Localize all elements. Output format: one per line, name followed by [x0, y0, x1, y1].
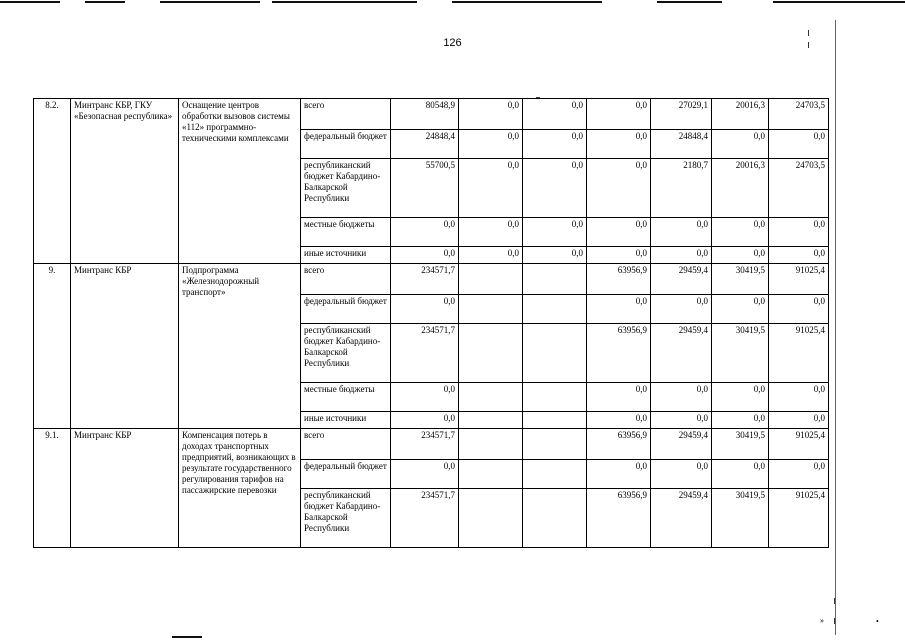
- value-cell: 0,0: [523, 247, 587, 264]
- value-cell: 30419,5: [712, 324, 769, 383]
- page-number: 126: [443, 37, 462, 49]
- value-cell: [459, 264, 523, 295]
- value-cell: 0,0: [712, 295, 769, 324]
- value-cell: 234571,7: [391, 324, 459, 383]
- value-cell: 24848,4: [391, 130, 459, 159]
- executor-cell: Минтранс КБР, ГКУ «Безопасная республика»: [71, 99, 179, 264]
- value-cell: 0,0: [587, 412, 651, 429]
- value-cell: 0,0: [459, 218, 523, 247]
- value-cell: [523, 295, 587, 324]
- value-cell: 0,0: [769, 383, 829, 412]
- value-cell: 0,0: [712, 383, 769, 412]
- value-cell: 91025,4: [769, 324, 829, 383]
- row-number-cell: 8.2.: [34, 99, 71, 264]
- value-cell: 91025,4: [769, 429, 829, 460]
- value-cell: [459, 429, 523, 460]
- scan-artifact-tick: [834, 598, 835, 604]
- budget-table: [33, 98, 829, 548]
- value-cell: [459, 324, 523, 383]
- value-cell: 0,0: [769, 218, 829, 247]
- scan-artifact-tick: [834, 618, 835, 624]
- value-cell: [459, 460, 523, 489]
- value-cell: 0,0: [587, 159, 651, 218]
- funding-source-cell: всего: [301, 429, 391, 460]
- value-cell: 0,0: [523, 130, 587, 159]
- value-cell: 30419,5: [712, 264, 769, 295]
- value-cell: 0,0: [712, 460, 769, 489]
- value-cell: 0,0: [651, 460, 712, 489]
- table-row: [34, 429, 829, 460]
- scan-edge-line: [160, 1, 260, 3]
- value-cell: [523, 412, 587, 429]
- value-cell: 0,0: [459, 99, 523, 130]
- value-cell: 0,0: [651, 247, 712, 264]
- scan-mark: •: [876, 617, 879, 626]
- table-row: [34, 264, 829, 295]
- value-cell: 30419,5: [712, 489, 769, 548]
- value-cell: 80548,9: [391, 99, 459, 130]
- value-cell: 29459,4: [651, 264, 712, 295]
- value-cell: [523, 383, 587, 412]
- activity-cell: Подпрограмма «Железнодорожный транспорт»: [179, 264, 301, 429]
- value-cell: 0,0: [712, 130, 769, 159]
- value-cell: 0,0: [587, 295, 651, 324]
- funding-source-cell: всего: [301, 264, 391, 295]
- value-cell: 63956,9: [587, 429, 651, 460]
- scan-edge-line: [773, 1, 905, 3]
- value-cell: 234571,7: [391, 264, 459, 295]
- value-cell: 0,0: [523, 159, 587, 218]
- value-cell: 0,0: [769, 247, 829, 264]
- value-cell: [459, 412, 523, 429]
- scan-artifact-tick: [808, 30, 809, 36]
- value-cell: 0,0: [523, 218, 587, 247]
- value-cell: 63956,9: [587, 324, 651, 383]
- funding-source-cell: федеральный бюджет: [301, 460, 391, 489]
- value-cell: 0,0: [651, 295, 712, 324]
- value-cell: 0,0: [587, 218, 651, 247]
- value-cell: 63956,9: [587, 264, 651, 295]
- scan-edge-line: [172, 636, 202, 638]
- value-cell: 30419,5: [712, 429, 769, 460]
- value-cell: [459, 489, 523, 548]
- value-cell: 0,0: [587, 247, 651, 264]
- value-cell: [523, 429, 587, 460]
- scan-edge-line: [85, 1, 125, 3]
- row-number-cell: 9.1.: [34, 429, 71, 548]
- funding-source-cell: федеральный бюджет: [301, 295, 391, 324]
- value-cell: 0,0: [712, 247, 769, 264]
- value-cell: 0,0: [391, 383, 459, 412]
- value-cell: [523, 460, 587, 489]
- funding-source-cell: республиканский бюджет Кабардино-Балкарской Республики: [301, 159, 391, 218]
- value-cell: 24703,5: [769, 159, 829, 218]
- value-cell: 29459,4: [651, 429, 712, 460]
- value-cell: 91025,4: [769, 489, 829, 548]
- value-cell: 63956,9: [587, 489, 651, 548]
- scan-artifact-tick: [808, 42, 809, 48]
- value-cell: [523, 264, 587, 295]
- value-cell: 2180,7: [651, 159, 712, 218]
- value-cell: 27029,1: [651, 99, 712, 130]
- scan-edge-line: [0, 1, 60, 3]
- funding-source-cell: федеральный бюджет: [301, 130, 391, 159]
- value-cell: 0,0: [769, 412, 829, 429]
- value-cell: 20016,3: [712, 99, 769, 130]
- value-cell: 0,0: [651, 412, 712, 429]
- value-cell: 0,0: [391, 460, 459, 489]
- value-cell: 0,0: [391, 247, 459, 264]
- value-cell: 29459,4: [651, 489, 712, 548]
- value-cell: 91025,4: [769, 264, 829, 295]
- funding-source-cell: иные источники: [301, 412, 391, 429]
- executor-cell: Минтранс КБР: [71, 264, 179, 429]
- funding-source-cell: местные бюджеты: [301, 383, 391, 412]
- value-cell: 24848,4: [651, 130, 712, 159]
- value-cell: 55700,5: [391, 159, 459, 218]
- value-cell: 0,0: [587, 383, 651, 412]
- value-cell: 0,0: [391, 412, 459, 429]
- value-cell: 0,0: [712, 412, 769, 429]
- funding-source-cell: местные бюджеты: [301, 218, 391, 247]
- value-cell: 0,0: [769, 460, 829, 489]
- value-cell: 20016,3: [712, 159, 769, 218]
- scan-edge-line: [272, 1, 417, 3]
- value-cell: 0,0: [587, 460, 651, 489]
- value-cell: 0,0: [459, 159, 523, 218]
- scan-mark: »: [820, 616, 824, 625]
- value-cell: 0,0: [459, 247, 523, 264]
- value-cell: 0,0: [712, 218, 769, 247]
- value-cell: 234571,7: [391, 489, 459, 548]
- funding-source-cell: иные источники: [301, 247, 391, 264]
- activity-cell: Оснащение центров обработки вызовов системы «112» программно-техническими комплексами: [179, 99, 301, 264]
- value-cell: [459, 295, 523, 324]
- activity-cell: Компенсация потерь в доходах транспортных предприятий, возникающих в результате государственного регулирования тарифов на пассажирские перевозки: [179, 429, 301, 548]
- scan-artifact-line: [835, 20, 836, 635]
- value-cell: 24703,5: [769, 99, 829, 130]
- table-body: [34, 99, 829, 548]
- executor-cell: Минтранс КБР: [71, 429, 179, 548]
- value-cell: [523, 324, 587, 383]
- funding-source-cell: республиканский бюджет Кабардино-Балкарской Республики: [301, 489, 391, 548]
- value-cell: [459, 383, 523, 412]
- scan-edge-line: [452, 1, 602, 3]
- value-cell: [523, 489, 587, 548]
- value-cell: 0,0: [651, 218, 712, 247]
- scan-edge-line: [657, 1, 722, 3]
- value-cell: 234571,7: [391, 429, 459, 460]
- value-cell: 0,0: [769, 130, 829, 159]
- value-cell: 0,0: [769, 295, 829, 324]
- value-cell: 0,0: [651, 383, 712, 412]
- funding-source-cell: всего: [301, 99, 391, 130]
- row-number-cell: 9.: [34, 264, 71, 429]
- value-cell: 0,0: [391, 218, 459, 247]
- value-cell: 0,0: [459, 130, 523, 159]
- value-cell: 0,0: [587, 99, 651, 130]
- value-cell: 0,0: [391, 295, 459, 324]
- table-row: [34, 99, 829, 130]
- value-cell: 0,0: [523, 99, 587, 130]
- funding-source-cell: республиканский бюджет Кабардино-Балкарской Республики: [301, 324, 391, 383]
- value-cell: 0,0: [587, 130, 651, 159]
- value-cell: 29459,4: [651, 324, 712, 383]
